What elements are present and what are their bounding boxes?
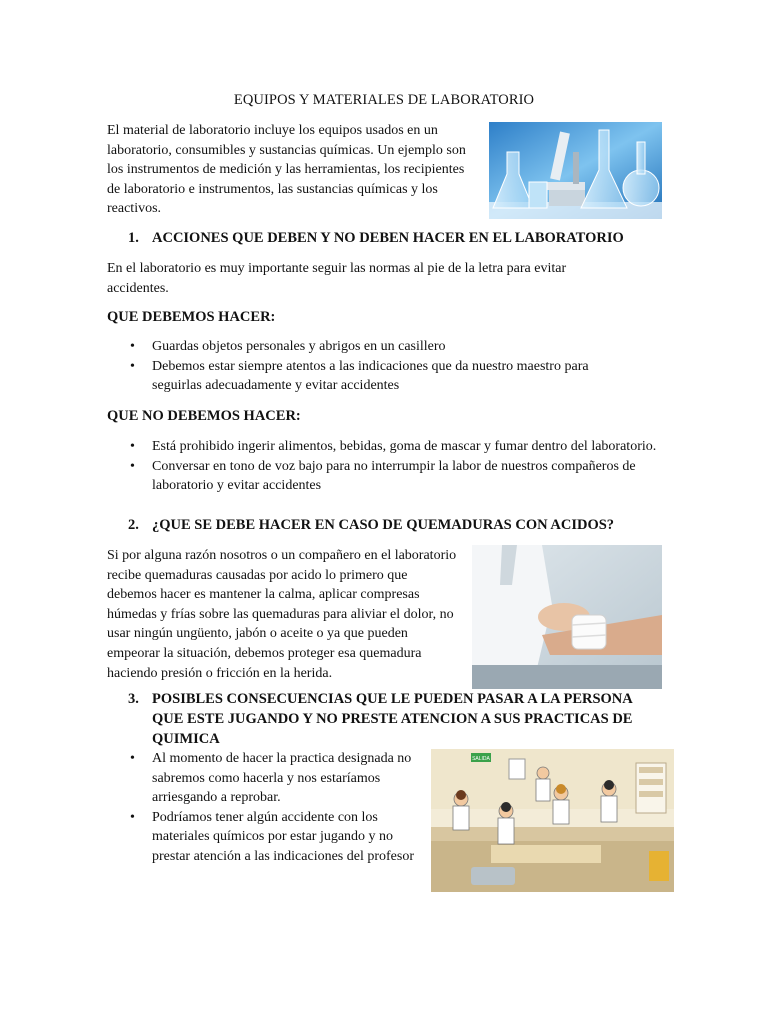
do-list xyxy=(128,337,638,396)
dont-item: • Conversar en tono de voz bajo para no interrumpir la labor de nuestros compañeros de laboratorio y evitar accidentes xyxy=(128,457,663,496)
section-2-paragraph: Si por alguna razón nosotros o un compañero en el laboratorio recibe quemaduras causadas por acido lo primero que debemos hacer es mantener la calma, aplicar compresas húmedas y frías sobre las quemaduras para aliviar el dolor, no usar ningún ungüento, jabón o aceite o ya que pueden empeorar la situación, debemos proteger esa quemadura haciendo presión o fricción en la herida. xyxy=(107,548,457,681)
section-2-number: 2. xyxy=(128,517,139,533)
consequences-list xyxy=(128,749,420,867)
do-item: • Guardas objetos personales y abrigos en un casillero xyxy=(128,337,638,357)
dont-item: • Está prohibido ingerir alimentos, bebidas, goma de mascar y fumar dentro del laboratorio. xyxy=(128,437,663,457)
lab-equipment-image xyxy=(489,122,662,219)
section-2-heading-text: ¿QUE SE DEBE HACER EN CASO DE QUEMADURAS CON ACIDOS? xyxy=(152,517,615,533)
do-item: • Debemos estar siempre atentos a las indicaciones que da nuestro maestro para seguirlas adecuadamente y evitar accidentes xyxy=(128,357,638,396)
section-1-number: 1. xyxy=(128,230,139,246)
lab-accident-cartoon-image xyxy=(431,749,674,892)
document-title: EQUIPOS Y MATERIALES DE LABORATORIO xyxy=(233,92,535,108)
bandaged-arm-illustration xyxy=(472,545,662,689)
section-3-heading xyxy=(128,689,663,749)
section-2-heading xyxy=(128,515,688,535)
lab-classroom-cartoon xyxy=(431,749,674,892)
section-3-number: 3. xyxy=(128,691,139,707)
do-heading: QUE DEBEMOS HACER: xyxy=(107,309,276,325)
section-1-paragraph: En el laboratorio es muy importante seguir las normas al pie de la letra para evitar accidentes. xyxy=(107,261,567,296)
dont-list xyxy=(128,437,663,496)
intro-paragraph: El material de laboratorio incluye los equipos usados en un laboratorio, consumibles y sustancias químicas. Un ejemplo son los instrumentos de medición y las herramientas, los recipientes de laboratorio e instrumentos, las sustancias químicas y los reactivos. xyxy=(107,123,466,217)
section-3-heading-text: POSIBLES CONSECUENCIAS QUE LE PUEDEN PASAR A LA PERSONA QUE ESTE JUGANDO Y NO PRESTE ATENCION A SUS PRACTICAS DE QUIMICA xyxy=(152,691,633,747)
exit-sign-label: SALIDA xyxy=(472,756,490,762)
consequence-item: • Podríamos tener algún accidente con los materiales químicos por estar jugando y no prestar atención a las indicaciones del profesor xyxy=(128,808,420,867)
section-1-heading-text: ACCIONES QUE DEBEN Y NO DEBEN HACER EN EL LABORATORIO xyxy=(152,230,624,246)
burn-treatment-image xyxy=(472,545,662,689)
lab-glassware-illustration xyxy=(489,122,662,219)
consequence-item: • Al momento de hacer la practica designada no sabremos como hacerla y nos estaríamos arriesgando a reprobar. xyxy=(128,749,420,808)
dont-heading: QUE NO DEBEMOS HACER: xyxy=(107,408,301,424)
section-1-heading xyxy=(128,228,688,248)
